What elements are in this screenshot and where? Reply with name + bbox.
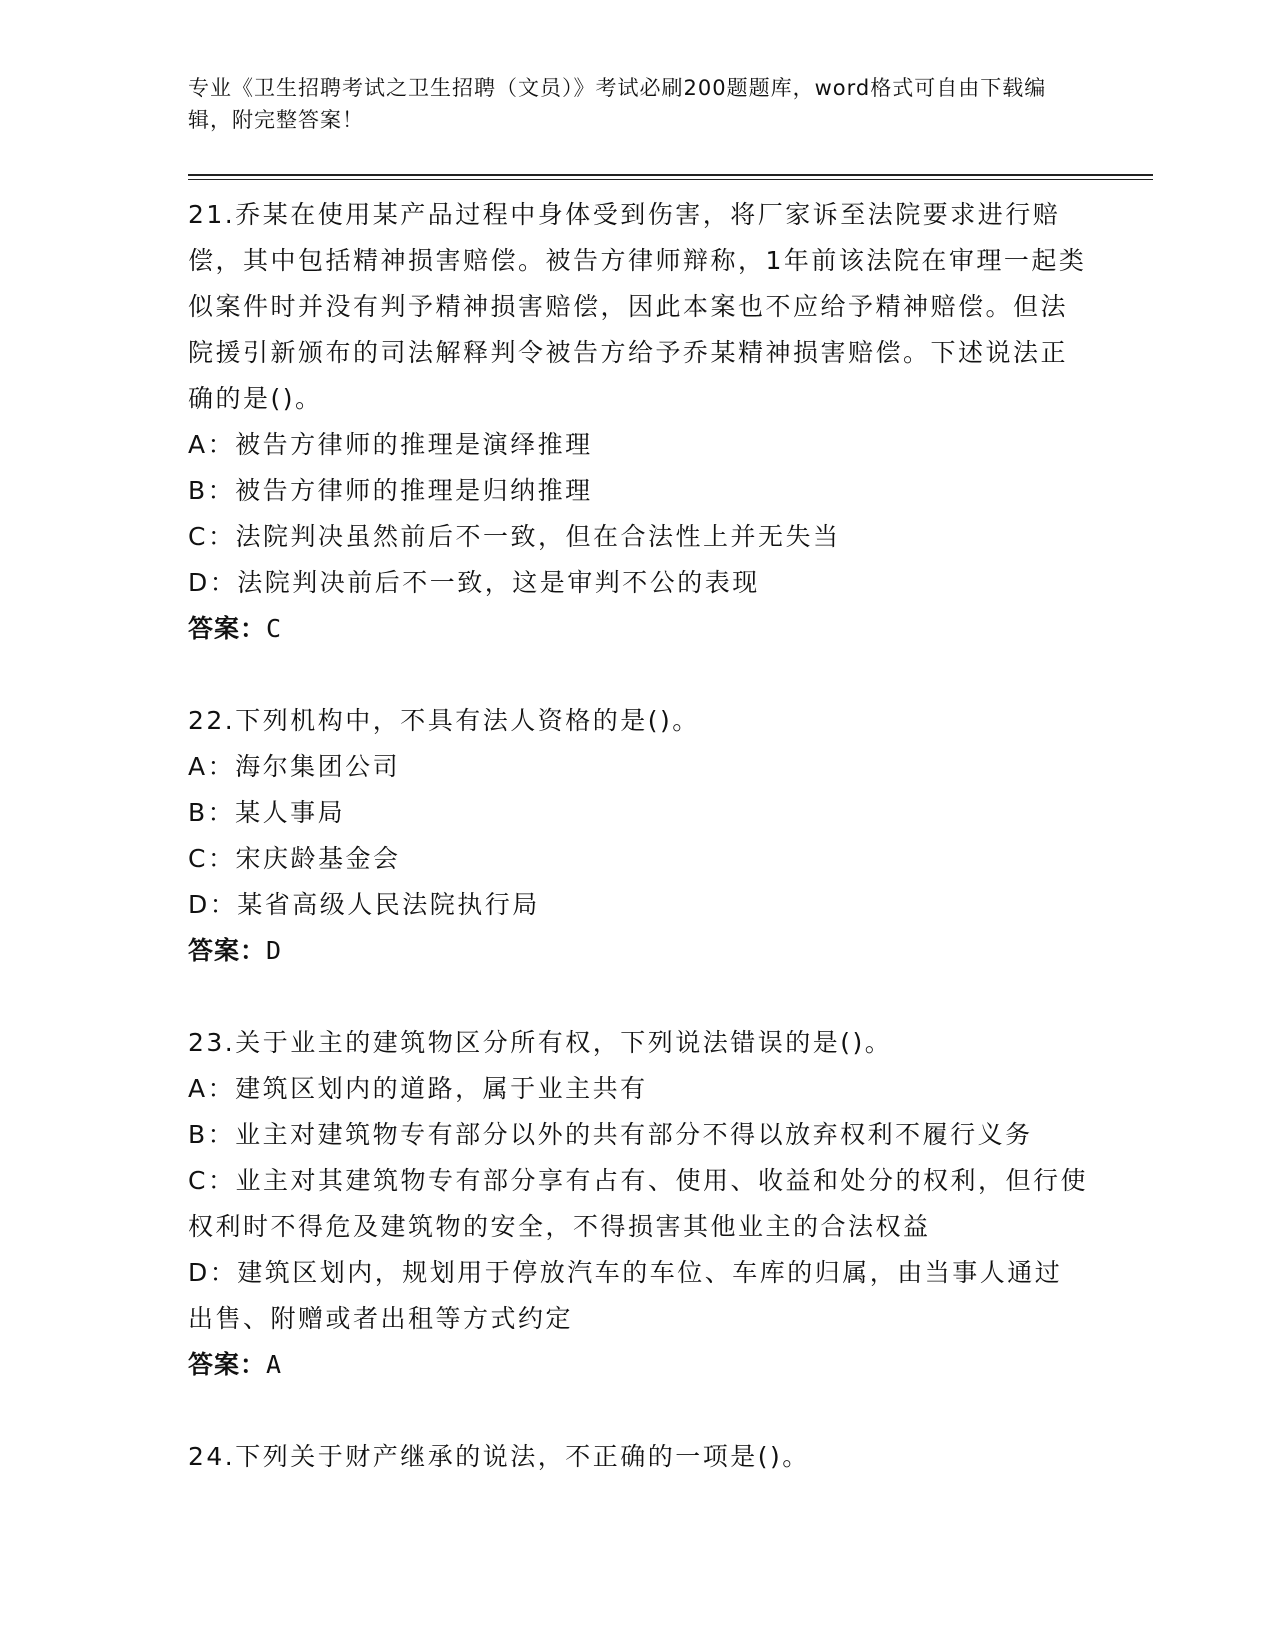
option-b: B：被告方律师的推理是归纳推理	[188, 476, 593, 505]
option-c: C：法院判决虽然前后不一致，但在合法性上并无失当	[188, 522, 841, 551]
answer-value: A	[266, 1350, 283, 1379]
question-stem: 22.下列机构中，不具有法人资格的是()。	[188, 706, 700, 735]
option-a: A：建筑区划内的道路，属于业主共有	[188, 1074, 648, 1103]
option-c: C：宋庆龄基金会	[188, 844, 401, 873]
option-b: B：业主对建筑物专有部分以外的共有部分不得以放弃权利不履行义务	[188, 1120, 1033, 1149]
question-22	[188, 698, 1153, 974]
answer-label: 答案：	[188, 936, 267, 965]
option-d: D：建筑区划内，规划用于停放汽车的车位、车库的归属，由当事人通过出售、附赠或者出租等方式约定	[188, 1258, 1063, 1333]
question-stem: 24.下列关于财产继承的说法，不正确的一项是()。	[188, 1442, 810, 1471]
document-page	[188, 72, 1153, 1526]
answer-label: 答案：	[188, 614, 267, 643]
option-d: D：某省高级人民法院执行局	[188, 890, 540, 919]
option-d: D：法院判决前后不一致，这是审判不公的表现	[188, 568, 760, 597]
question-23	[188, 1020, 1153, 1388]
answer-label: 答案：	[188, 1350, 267, 1379]
question-list	[188, 192, 1153, 1480]
option-a: A：被告方律师的推理是演绎推理	[188, 430, 593, 459]
answer-line	[188, 1342, 1153, 1388]
option-a: A：海尔集团公司	[188, 752, 401, 781]
question-stem: 23.关于业主的建筑物区分所有权，下列说法错误的是()。	[188, 1028, 893, 1057]
header-divider	[188, 174, 1153, 180]
answer-line	[188, 606, 1153, 652]
document-header: 专业《卫生招聘考试之卫生招聘（文员）》考试必刷200题题库，word格式可自由下载编辑，附完整答案！	[188, 76, 1047, 132]
question-stem: 21.乔某在使用某产品过程中身体受到伤害，将厂家诉至法院要求进行赔偿，其中包括精神损害赔偿。被告方律师辩称，1年前该法院在审理一起类似案件时并没有判予精神损害赔偿，因此本案也不应给予精神赔偿。但法院援引新颁布的司法解释判令被告方给予乔某精神损害赔偿。下述说法正确的是()。	[188, 200, 1087, 413]
question-21	[188, 192, 1153, 652]
answer-line	[188, 928, 1153, 974]
option-c: C：业主对其建筑物专有部分享有占有、使用、收益和处分的权利，但行使权利时不得危及建筑物的安全，不得损害其他业主的合法权益	[188, 1166, 1088, 1241]
option-b: B：某人事局	[188, 798, 346, 827]
question-24	[188, 1434, 1153, 1480]
answer-value: C	[266, 614, 283, 643]
answer-value: D	[266, 936, 283, 965]
